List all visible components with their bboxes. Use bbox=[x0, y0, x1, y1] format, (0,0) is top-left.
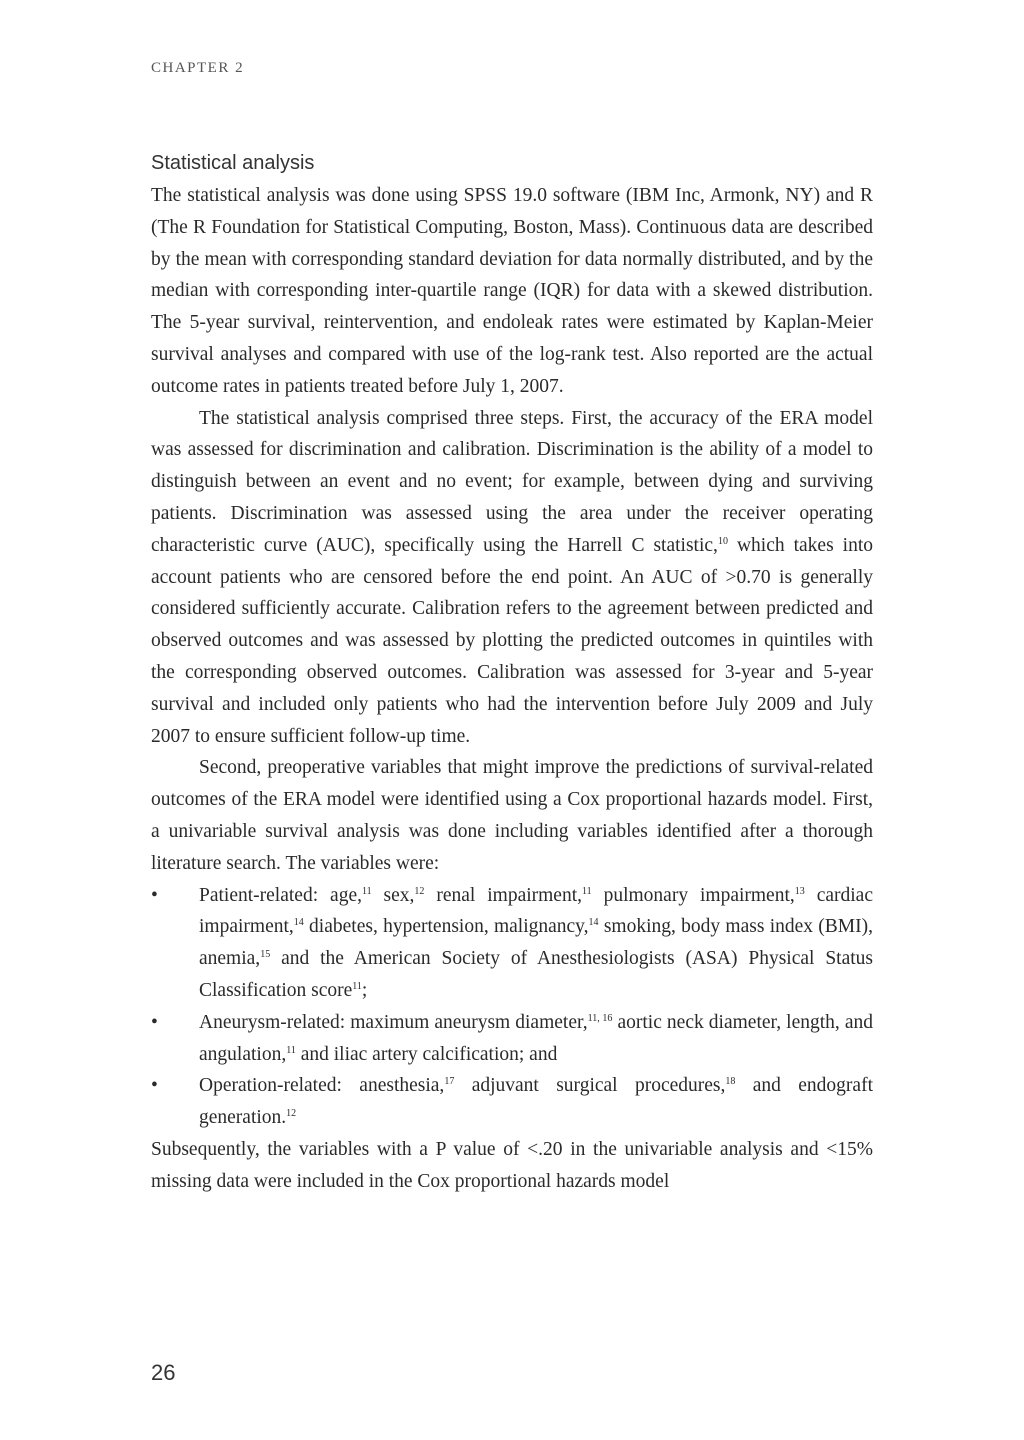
list-text: and the American Society of Anesthesiologists (ASA) Physical Status Classification score bbox=[199, 948, 873, 1001]
list-text: diabetes, hypertension, malignancy, bbox=[303, 916, 589, 938]
list-text: cardiac impairment, bbox=[199, 884, 873, 938]
list-text: pulmonary impairment, bbox=[591, 884, 795, 906]
main-content bbox=[151, 150, 873, 1198]
paragraph-3: Second, preoperative variables that might improve the predictions of survival-related outcomes of the ERA model were identified using a Cox proportional hazards model. First, a univariable survival analysis was done including variables identified after a thorough literature search. The variables were: bbox=[151, 757, 873, 874]
list-item-aneurysm-related bbox=[151, 1007, 873, 1071]
reference: 18 bbox=[725, 1076, 736, 1088]
reference: 11, 16 bbox=[587, 1012, 613, 1024]
list-item-patient-related bbox=[151, 880, 873, 1007]
paragraph-4: Subsequently, the variables with a P value of <.20 in the univariable analysis and <15% missing data were included in the Cox proportional hazards model bbox=[151, 1138, 873, 1192]
paragraph-2-text-b: which takes into account patients who are censored before the end point. An AUC of >0.70 is generally considered sufficiently accurate. Calibration refers to the agreement between predicted and observed outcomes and was assessed by plotting the predicted outcomes in quintiles with the corresponding observed outcomes. Calibration was assessed for 3-year and 5-year survival and included only patients who had the intervention before July 2009 and July 2007 to ensure sufficient follow-up time. bbox=[151, 534, 874, 747]
bullet-icon: • bbox=[151, 1075, 158, 1097]
list-text: renal impairment, bbox=[424, 884, 583, 906]
bullet-icon: • bbox=[151, 1011, 158, 1033]
list-item-operation-related bbox=[151, 1070, 873, 1134]
reference: 14 bbox=[293, 917, 304, 929]
section-heading: Statistical analysis bbox=[151, 152, 315, 174]
reference: 12 bbox=[414, 885, 425, 897]
running-head: CHAPTER 2 bbox=[151, 60, 245, 76]
bullet-icon: • bbox=[151, 884, 158, 906]
reference: 11 bbox=[352, 980, 362, 992]
reference: 13 bbox=[794, 885, 805, 897]
reference-10: 10 bbox=[717, 535, 728, 547]
paragraph-2-text-a: The statistical analysis comprised three steps. First, the accuracy of the ERA model was assessed for discrimination and calibration. Discrimination is the ability of a model to distinguish between an event and no event; for example, between dying and surviving patients. Discrimination was assessed using the area under the receiver operating characteristic curve (AUC), specifically using the Harrell C statistic, bbox=[151, 407, 873, 556]
list-text: smoking, body mass index (BMI), anemia, bbox=[199, 916, 873, 970]
list-text: Patient-related: age, bbox=[199, 884, 362, 906]
reference: 11 bbox=[582, 885, 592, 897]
page-number: 26 bbox=[151, 1360, 176, 1385]
reference: 17 bbox=[444, 1076, 455, 1088]
list-text: Operation-related: anesthesia, bbox=[199, 1075, 445, 1097]
paragraph-2 bbox=[151, 403, 873, 753]
variable-list bbox=[151, 880, 873, 1134]
reference: 12 bbox=[286, 1108, 297, 1120]
list-text: sex, bbox=[371, 884, 415, 906]
list-text: ; bbox=[361, 979, 368, 1001]
list-text: Aneurysm-related: maximum aneurysm diameter, bbox=[199, 1011, 588, 1033]
paragraph-1: The statistical analysis was done using SPSS 19.0 software (IBM Inc, Armonk, NY) and R (The R Foundation for Statistical Computing, Boston, Mass). Continuous data are described by the mean with corresponding standard deviation for data normally distributed, and by the median with corresponding inter-quartile range (IQR) for data with a skewed distribution. The 5-year survival, reintervention, and endoleak rates were estimated by Kaplan-Meier survival analyses and compared with use of the log-rank test. Also reported are the actual outcome rates in patients treated before July 1, 2007. bbox=[151, 185, 873, 397]
reference: 11 bbox=[286, 1044, 296, 1056]
reference: 11 bbox=[361, 885, 372, 897]
list-text: aortic neck diameter, length, and angulation, bbox=[199, 1011, 873, 1065]
list-text: and endograft generation. bbox=[199, 1075, 873, 1129]
list-text: and iliac artery calcification; and bbox=[295, 1043, 558, 1065]
reference: 14 bbox=[588, 917, 599, 929]
reference: 15 bbox=[260, 949, 271, 961]
list-text: adjuvant surgical procedures, bbox=[454, 1075, 726, 1097]
